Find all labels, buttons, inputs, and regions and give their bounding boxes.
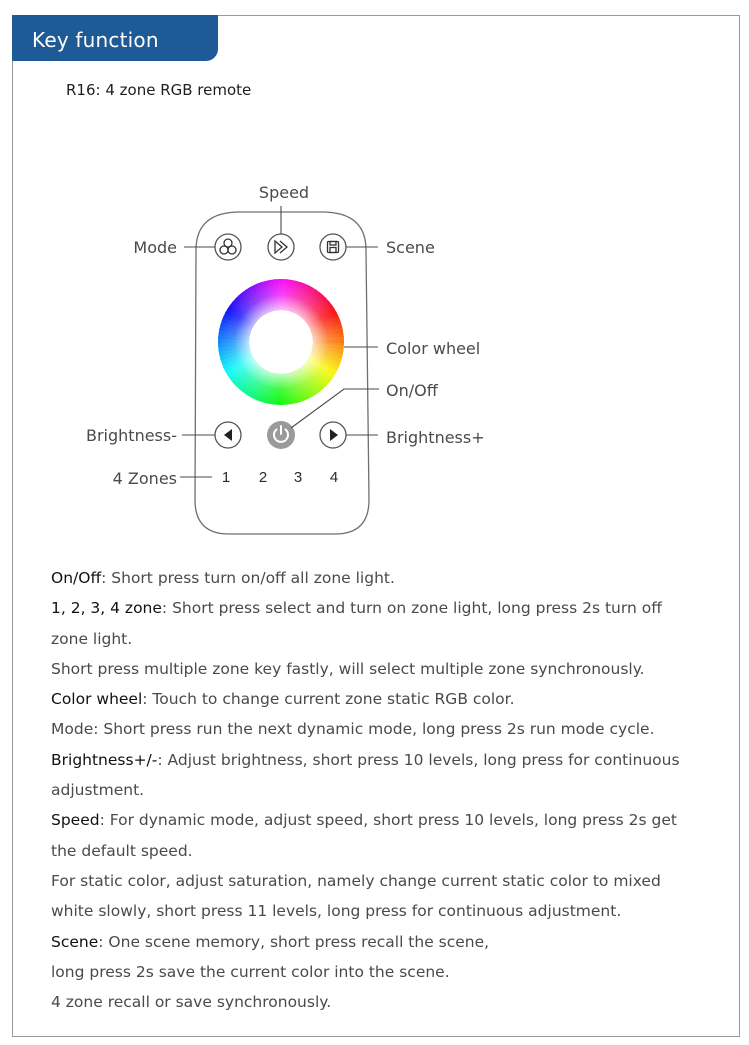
description-text: : Touch to change current zone static RGB color. [142,690,515,709]
description-key: Color wheel [51,690,143,709]
description-line [51,745,731,775]
mode-label: Mode [133,238,177,257]
zone-key-2[interactable]: 2 [258,469,268,486]
description-text: long press 2s save the current color into the scene. [51,962,450,981]
on-off-label: On/Off [386,381,438,400]
description-text: adjustment. [51,781,145,800]
description-line [51,563,731,593]
brightness-plus-label: Brightness+ [386,428,485,447]
brightness-plus-button[interactable] [320,422,346,448]
description-line [51,987,731,1017]
description-line [51,957,731,987]
description-text: : Short press select and turn on zone light, long press 2s turn off [161,599,662,618]
description-text: Mode: Short press run the next dynamic mode, long press 2s run mode cycle. [51,720,655,739]
description-line [51,654,731,684]
description-text: the default speed. [51,841,193,860]
description-key: Scene [51,932,99,951]
description-line [51,593,731,623]
zone-key-1[interactable]: 1 [221,469,231,486]
description-line [51,896,731,926]
description-text: : Adjust brightness, short press 10 levels, long press for continuous [157,750,680,769]
description-key: 1, 2, 3, 4 zone [51,599,162,618]
key-descriptions [51,563,731,1017]
description-text: : One scene memory, short press recall the scene, [98,932,490,951]
description-text: : Short press turn on/off all zone light. [101,569,395,587]
description-text: Short press multiple zone key fastly, will select multiple zone synchronously. [51,659,645,678]
description-line [51,866,731,896]
speed-button[interactable] [268,234,294,260]
power-button[interactable] [267,421,295,449]
description-key: On/Off [51,569,102,587]
description-line [51,775,731,805]
description-line [51,684,731,714]
brightness-minus-label: Brightness- [86,426,177,445]
zone-key-3[interactable]: 3 [293,469,303,486]
description-text: : For dynamic mode, adjust speed, short press 10 levels, long press 2s get [99,811,677,830]
color-wheel-label: Color wheel [386,339,481,358]
zone-key-4[interactable]: 4 [329,469,339,486]
mode-button[interactable] [215,234,241,260]
model-subtitle: R16: 4 zone RGB remote [66,81,252,99]
description-text: 4 zone recall or save synchronously. [51,993,332,1012]
description-line [51,836,731,866]
description-line [51,927,731,957]
zones-label: 4 Zones [112,469,177,488]
brightness-minus-button[interactable] [215,422,241,448]
description-line [51,805,731,835]
scene-button[interactable] [320,234,346,260]
description-text: For static color, adjust saturation, namely change current static color to mixed [51,871,661,890]
description-key: Brightness+/- [51,750,158,769]
speed-label: Speed [258,183,310,202]
description-text: zone light. [51,629,133,648]
section-title: Key function [32,28,159,52]
description-key: Speed [51,811,100,830]
description-text: white slowly, short press 11 levels, long press for continuous adjustment. [51,902,622,921]
scene-label: Scene [386,238,435,257]
description-line [51,624,731,654]
description-line [51,714,731,744]
